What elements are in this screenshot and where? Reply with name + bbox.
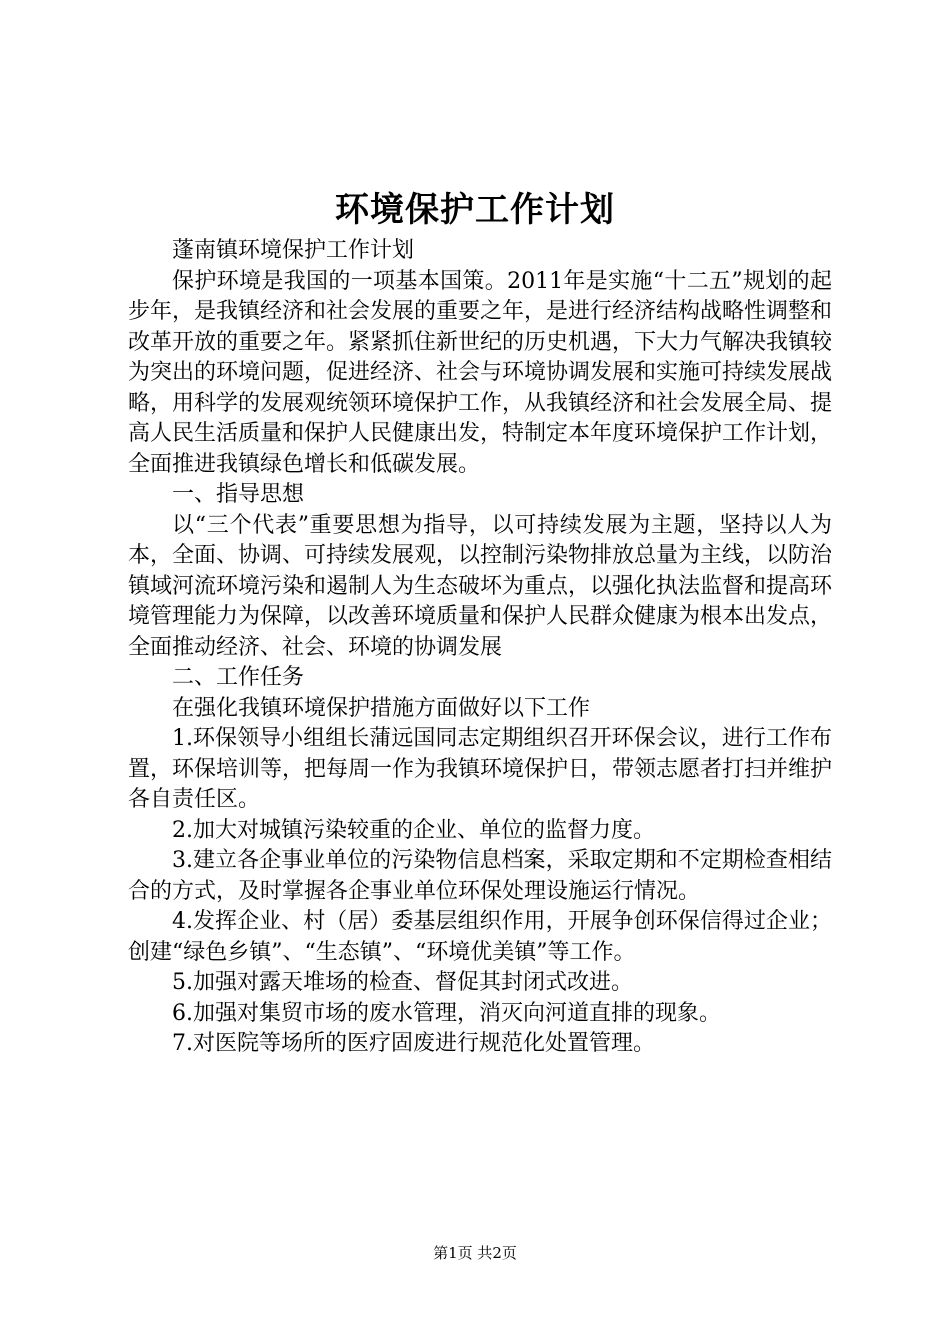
task-item-5: 5.加强对露天堆场的检查、督促其封闭式改进。 xyxy=(172,970,633,995)
section-heading-guiding-ideology: 一、指导思想 xyxy=(172,482,305,507)
paragraph-work-tasks-intro: 在强化我镇环境保护措施方面做好以下工作 xyxy=(172,695,591,721)
task-item-6: 6.加强对集贸市场的废水管理，消灭向河道直排的现象。 xyxy=(172,1000,721,1026)
task-item-1: 1.环保领导小组组长蒲远国同志定期组织召开环保会议，进行工作布置，环保培训等，把每周一作为我镇环境保护日，带领志愿者打扫并维护各自责任区。 xyxy=(128,726,833,812)
paragraph-guiding-ideology: 以“三个代表”重要思想为指导，以可持续发展为主题，坚持以人为本，全面、协调、可持续发展观，以控制污染物排放总量为主线，以防治镇域河流环境污染和遏制人为生态破坏为重点，以强化执法监督和提高环境管理能力为保障，以改善环境质量和保护人民群众健康为根本出发点，全面推动经济、社会、环境的协调发展 xyxy=(128,512,833,660)
document-title: 环境保护工作计划 xyxy=(335,190,615,230)
task-item-3: 3.建立各企事业单位的污染物信息档案，采取定期和不定期检查相结合的方式，及时掌握各企事业单位环保处理设施运行情况。 xyxy=(128,848,832,904)
document-subtitle: 蓬南镇环境保护工作计划 xyxy=(172,238,415,263)
paragraph-intro: 保护环境是我国的一项基本国策。2011年是实施“十二五”规划的起步年，是我镇经济和社会发展的重要之年，是进行经济结构战略性调整和改革开放的重要之年。紧紧抓住新世纪的历史机遇，下大力气解决我镇较为突出的环境问题，促进经济、社会与环境协调发展和实施可持续发展战略，用科学的发展观统领环境保护工作，从我镇经济和社会发展全局、提高人民生活质量和保护人民健康出发，特制定本年度环境保护工作计划，全面推进我镇绿色增长和低碳发展。 xyxy=(128,268,833,477)
page-number-footer: 第1页 共2页 xyxy=(433,1244,517,1262)
document-body xyxy=(128,236,832,1060)
task-item-2: 2.加大对城镇污染较重的企业、单位的监督力度。 xyxy=(172,817,655,843)
section-heading-work-tasks: 二、工作任务 xyxy=(172,665,305,690)
task-item-4: 4.发挥企业、村（居）委基层组织作用，开展争创环保信得过企业；创建“绿色乡镇”、“生态镇”、“环境优美镇”等工作。 xyxy=(128,909,832,965)
task-item-7: 7.对医院等场所的医疗固废进行规范化处置管理。 xyxy=(172,1031,655,1056)
